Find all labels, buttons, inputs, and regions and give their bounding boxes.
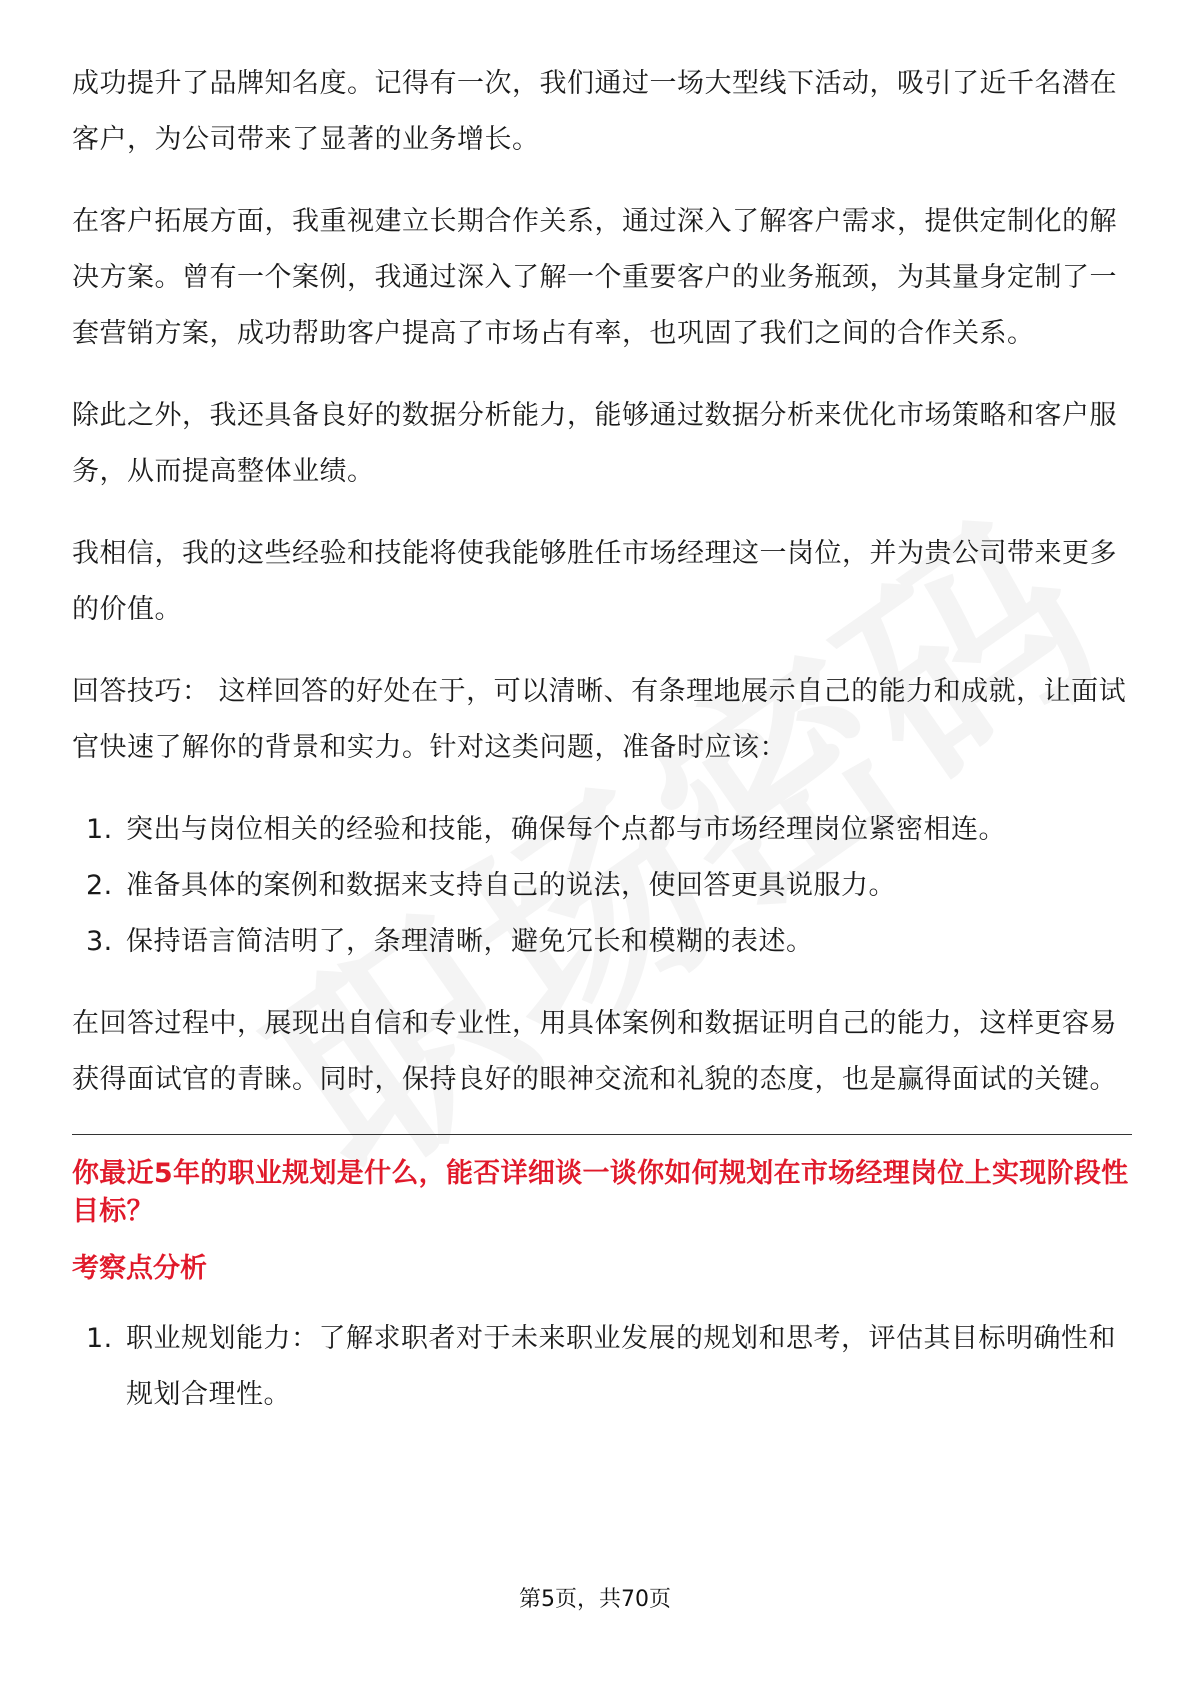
paragraph: 成功提升了品牌知名度。记得有一次，我们通过一场大型线下活动，吸引了近千名潜在客户，为公司带来了显著的业务增长。 <box>72 68 1117 155</box>
list-item <box>72 914 1132 970</box>
list-item-text: 保持语言简洁明了，条理清晰，避免冗长和模糊的表述。 <box>126 926 814 957</box>
document-page <box>72 56 1132 1449</box>
list-item-text: 突出与岗位相关的经验和技能，确保每个点都与市场经理岗位紧密相连。 <box>126 814 1006 845</box>
closing-paragraph: 在回答过程中，展现出自信和专业性，用具体案例和数据证明自己的能力，这样更容易获得面试官的青睐。同时，保持良好的眼神交流和礼貌的态度，也是赢得面试的关键。 <box>72 1008 1117 1095</box>
paragraph: 除此之外，我还具备良好的数据分析能力，能够通过数据分析来优化市场策略和客户服务，从而提高整体业绩。 <box>72 400 1117 487</box>
paragraph: 在客户拓展方面，我重视建立长期合作关系，通过深入了解客户需求，提供定制化的解决方案。曾有一个案例，我通过深入了解一个重要客户的业务瓶颈，为其量身定制了一套营销方案，成功帮助客户提高了市场占有率，也巩固了我们之间的合作关系。 <box>72 206 1117 349</box>
paragraph: 我相信，我的这些经验和技能将使我能够胜任市场经理这一岗位，并为贵公司带来更多的价值。 <box>72 538 1117 625</box>
tips-list <box>72 802 1132 970</box>
list-item <box>72 858 1132 914</box>
list-item-text: 职业规划能力：了解求职者对于未来职业发展的规划和思考，评估其目标明确性和规划合理性。 <box>126 1323 1116 1410</box>
list-item <box>72 802 1132 858</box>
page-footer: 第5页，共70页 <box>519 1587 671 1612</box>
analysis-heading: 考察点分析 <box>72 1253 207 1284</box>
list-number: 3. <box>86 926 113 957</box>
analysis-list <box>72 1311 1132 1423</box>
list-item <box>72 1311 1132 1423</box>
interview-question: 你最近5年的职业规划是什么，能否详细谈一谈你如何规划在市场经理岗位上实现阶段性目标？ <box>72 1158 1129 1227</box>
list-number: 2. <box>86 870 113 901</box>
section-divider <box>72 1134 1132 1135</box>
list-item-text: 准备具体的案例和数据来支持自己的说法，使回答更具说服力。 <box>126 870 896 901</box>
answer-tips-paragraph: 回答技巧： 这样回答的好处在于，可以清晰、有条理地展示自己的能力和成就，让面试官快速了解你的背景和实力。针对这类问题，准备时应该： <box>72 676 1127 763</box>
list-number: 1. <box>86 814 113 845</box>
list-number: 1. <box>86 1323 113 1354</box>
